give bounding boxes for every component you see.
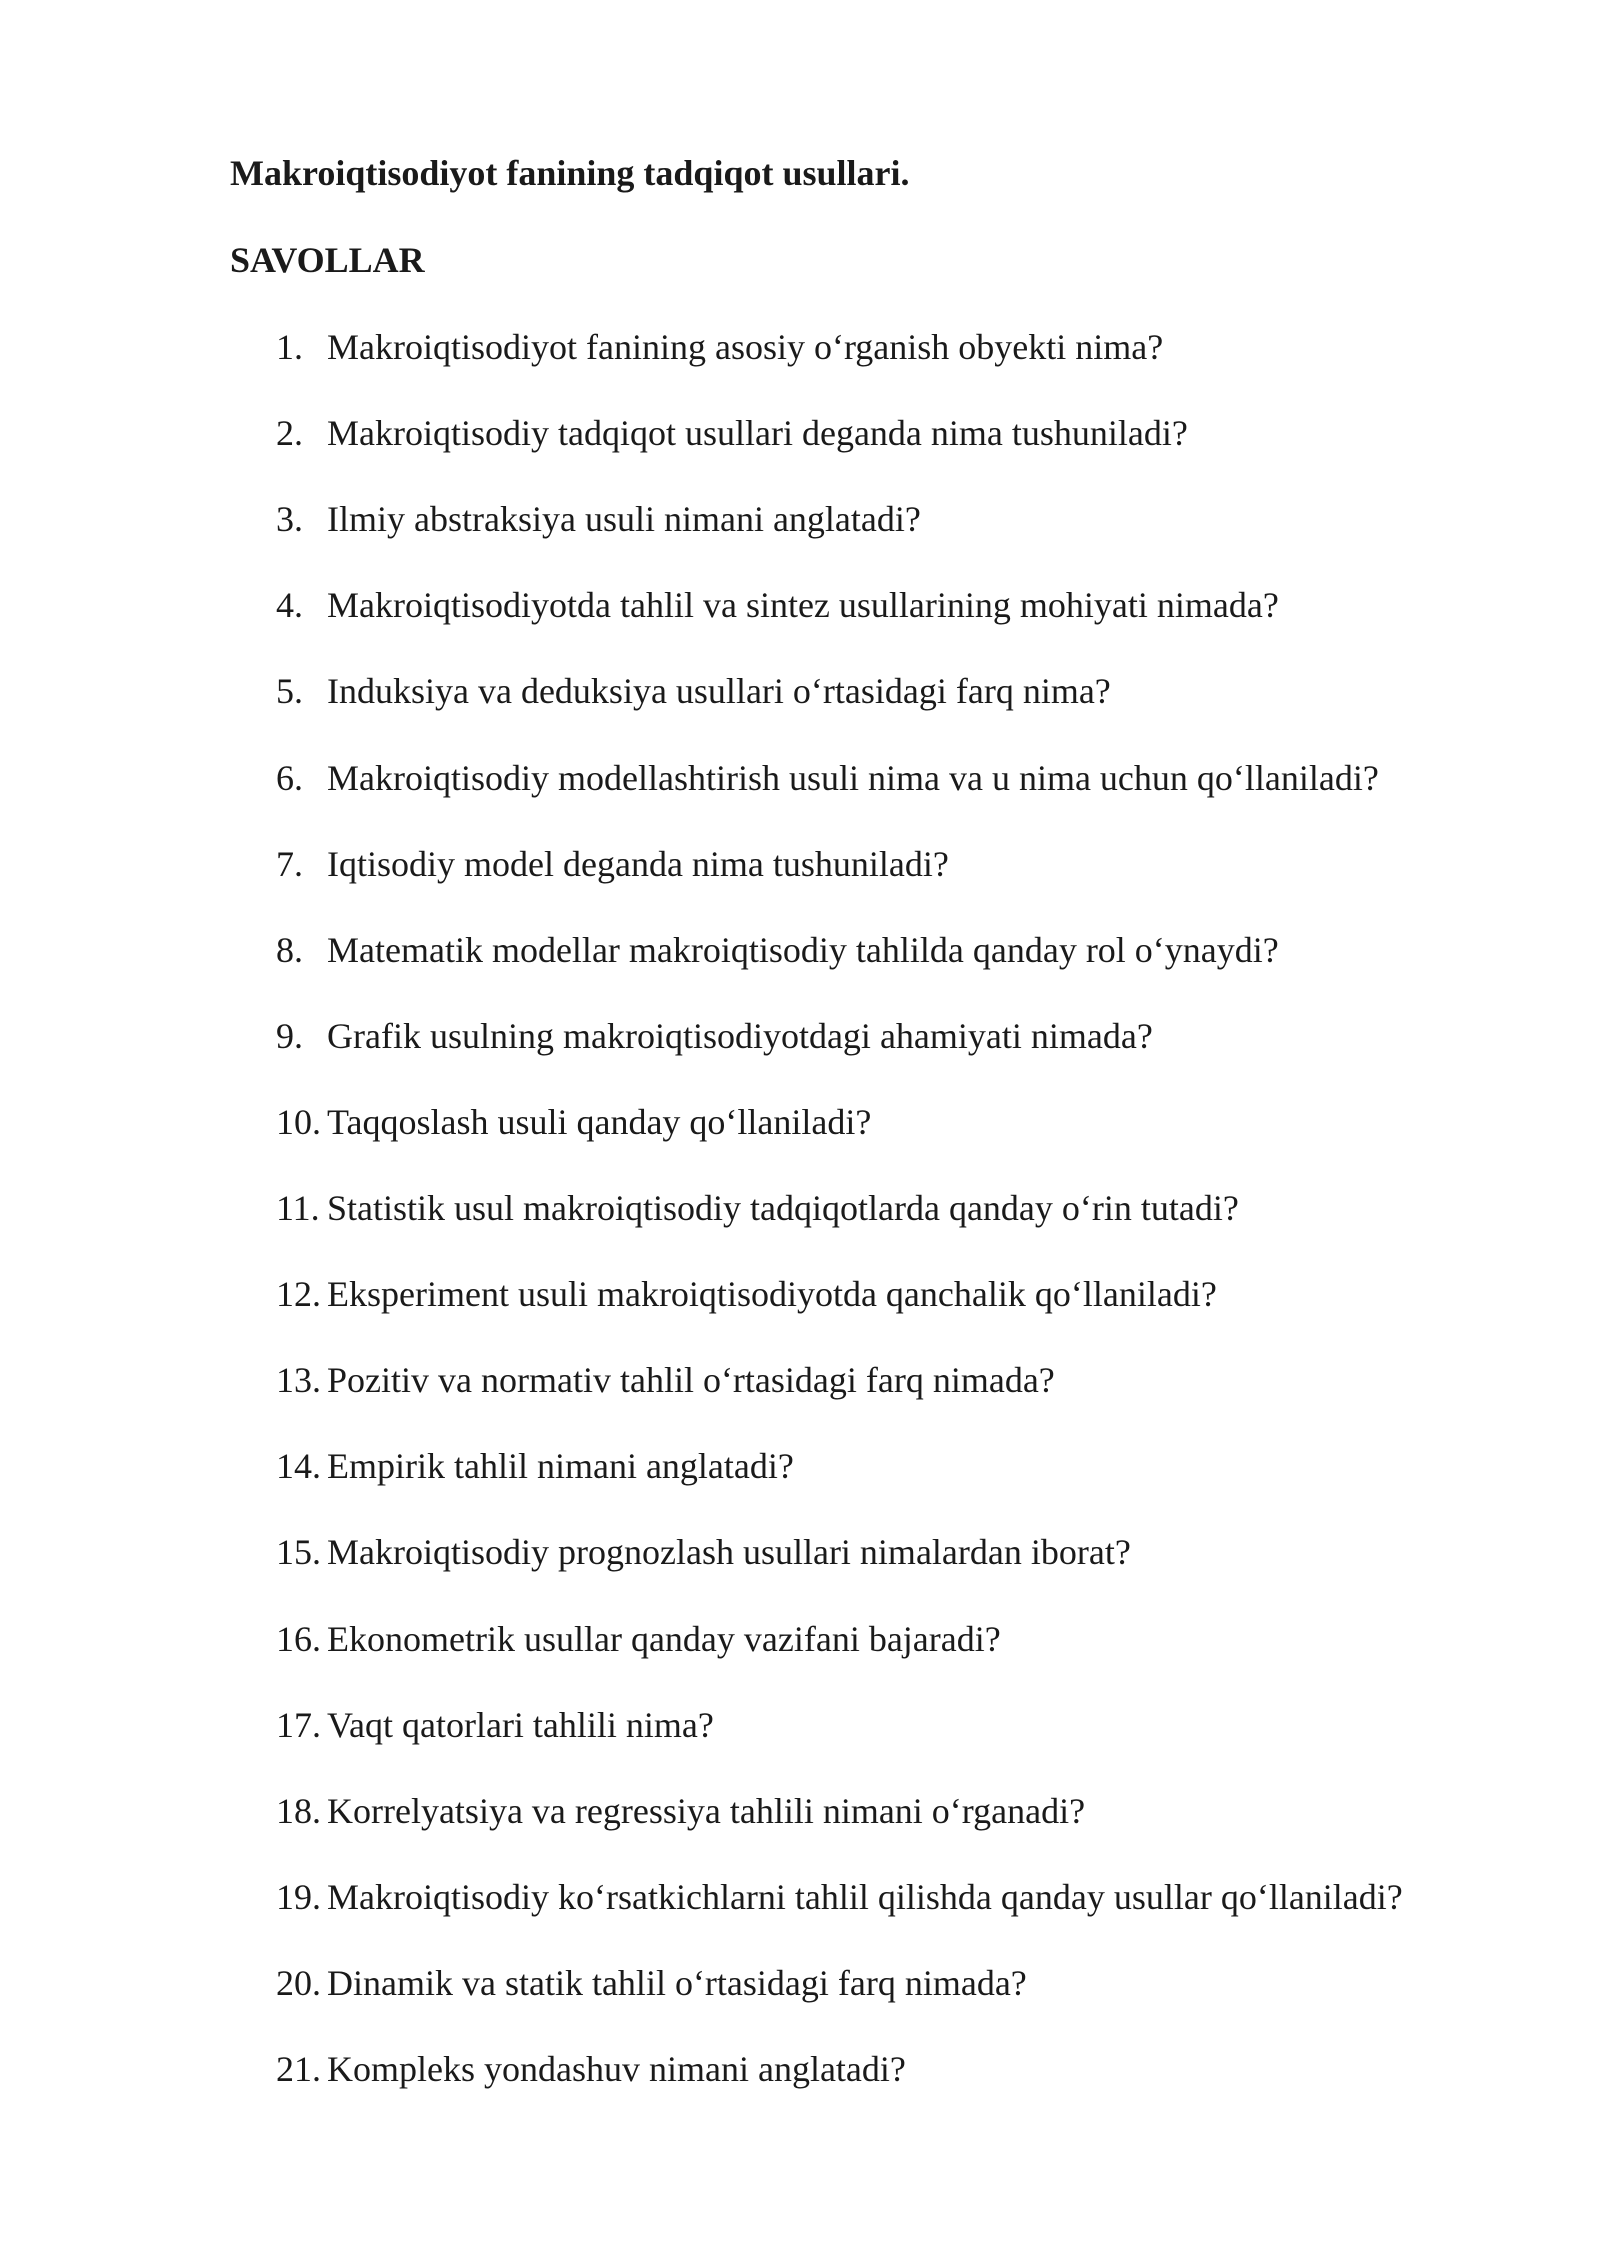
question-number: 7. xyxy=(276,844,303,884)
question-text: Statistik usul makroiqtisodiy tadqiqotlarda qanday o‘rin tutadi? xyxy=(327,1188,1239,1228)
question-number: 6. xyxy=(276,758,303,798)
question-number: 12. xyxy=(276,1274,321,1314)
question-number: 18. xyxy=(276,1791,321,1831)
question-number: 14. xyxy=(276,1446,321,1486)
question-number: 2. xyxy=(276,413,303,453)
question-number: 9. xyxy=(276,1016,303,1056)
question-text: Ilmiy abstraksiya usuli nimani anglatadi? xyxy=(327,499,921,539)
question-text: Makroiqtisodiy tadqiqot usullari deganda nima tushuniladi? xyxy=(327,413,1188,453)
question-number: 4. xyxy=(276,585,303,625)
question-number: 20. xyxy=(276,1963,321,2003)
question-text: Makroiqtisodiy prognozlash usullari nimalardan iborat? xyxy=(327,1532,1131,1572)
question-text: Makroiqtisodiy ko‘rsatkichlarni tahlil qilishda qanday usullar qo‘llaniladi? xyxy=(327,1877,1403,1917)
question-number: 16. xyxy=(276,1619,321,1659)
question-text: Induksiya va deduksiya usullari o‘rtasidagi farq nima? xyxy=(327,671,1111,711)
question-text: Kompleks yondashuv nimani anglatadi? xyxy=(327,2049,906,2089)
question-number: 8. xyxy=(276,930,303,970)
document-title: Makroiqtisodiyot fanining tadqiqot usullari. xyxy=(230,153,910,193)
question-number: 10. xyxy=(276,1102,321,1142)
question-text: Iqtisodiy model deganda nima tushuniladi? xyxy=(327,844,949,884)
question-text: Grafik usulning makroiqtisodiyotdagi ahamiyati nimada? xyxy=(327,1016,1153,1056)
question-text: Ekonometrik usullar qanday vazifani bajaradi? xyxy=(327,1619,1001,1659)
question-number: 5. xyxy=(276,671,303,711)
question-text: Empirik tahlil nimani anglatadi? xyxy=(327,1446,794,1486)
question-text: Makroiqtisodiy modellashtirish usuli nima va u nima uchun qo‘llaniladi? xyxy=(327,758,1379,798)
question-text: Dinamik va statik tahlil o‘rtasidagi farq nimada? xyxy=(327,1963,1027,2003)
question-text: Makroiqtisodiyotda tahlil va sintez usullarining mohiyati nimada? xyxy=(327,585,1279,625)
question-text: Matematik modellar makroiqtisodiy tahlilda qanday rol o‘ynaydi? xyxy=(327,930,1279,970)
question-text: Pozitiv va normativ tahlil o‘rtasidagi farq nimada? xyxy=(327,1360,1055,1400)
question-number: 15. xyxy=(276,1532,321,1572)
question-number: 19. xyxy=(276,1877,321,1917)
question-number: 13. xyxy=(276,1360,321,1400)
section-heading: SAVOLLAR xyxy=(230,240,425,280)
question-text: Makroiqtisodiyot fanining asosiy o‘rganish obyekti nima? xyxy=(327,327,1164,367)
question-number: 1. xyxy=(276,327,303,367)
question-number: 21. xyxy=(276,2049,321,2089)
question-number: 17. xyxy=(276,1705,321,1745)
question-number: 3. xyxy=(276,499,303,539)
question-text: Vaqt qatorlari tahlili nima? xyxy=(327,1705,714,1745)
question-number: 11. xyxy=(276,1188,320,1228)
question-text: Eksperiment usuli makroiqtisodiyotda qanchalik qo‘llaniladi? xyxy=(327,1274,1217,1314)
question-text: Taqqoslash usuli qanday qo‘llaniladi? xyxy=(327,1102,872,1142)
question-text: Korrelyatsiya va regressiya tahlili nimani o‘rganadi? xyxy=(327,1791,1086,1831)
